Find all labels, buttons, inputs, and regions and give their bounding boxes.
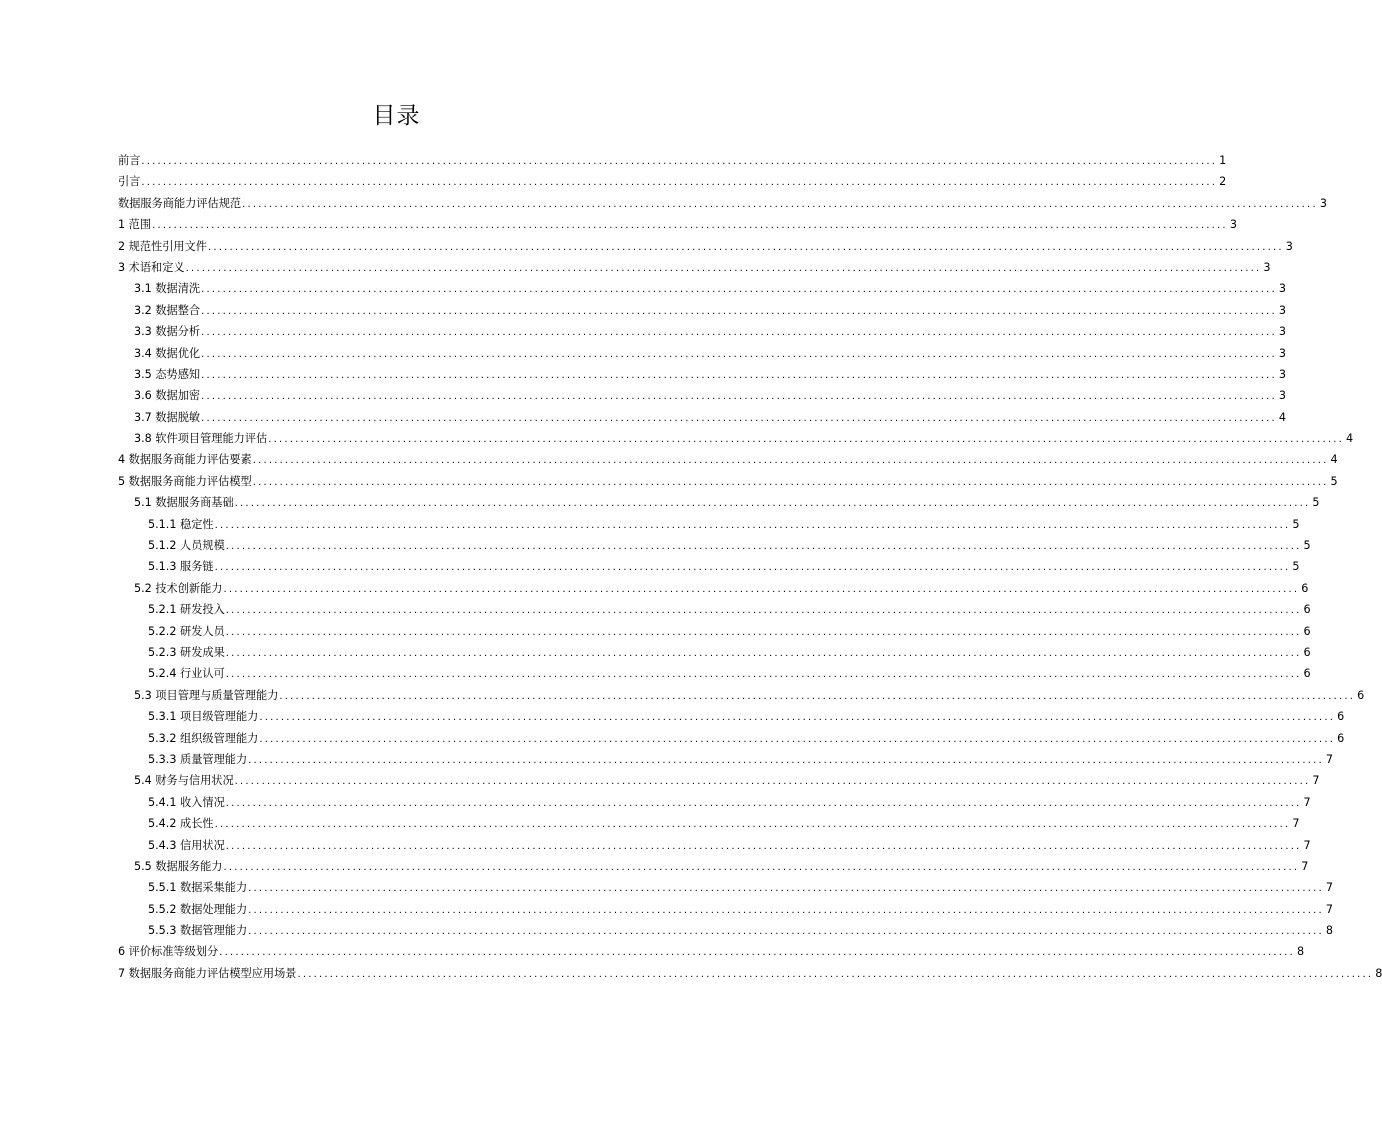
toc-entry-page-number: 6 bbox=[1303, 667, 1311, 681]
toc-dot-leader: ........................................................................................................................................................................................................ bbox=[252, 476, 1329, 488]
toc-entry[interactable] bbox=[118, 385, 1286, 406]
toc-entry-label: 5.1.1 稳定性 bbox=[148, 517, 214, 531]
toc-dot-leader: ........................................................................................................................................................................................................ bbox=[225, 669, 1302, 681]
toc-entry-label: 5.1.3 服务链 bbox=[148, 560, 214, 574]
toc-entry-page-number: 6 bbox=[1357, 688, 1365, 702]
toc-entry-page-number: 3 bbox=[1263, 260, 1271, 274]
toc-entry-label: 7 数据服务商能力评估模型应用场景 bbox=[118, 966, 297, 980]
toc-entry-page-number: 3 bbox=[1229, 218, 1237, 232]
toc-dot-leader: ........................................................................................................................................................................................................ bbox=[219, 947, 1295, 959]
toc-dot-leader: ........................................................................................................................................................................................................ bbox=[214, 562, 1291, 574]
toc-dot-leader: ........................................................................................................................................................................................................ bbox=[225, 797, 1302, 809]
toc-entry-page-number: 8 bbox=[1296, 945, 1305, 959]
toc-entry-page-number: 3 bbox=[1319, 196, 1327, 210]
toc-dot-leader: ........................................................................................................................................................................................................ bbox=[214, 819, 1291, 831]
toc-dot-leader: ........................................................................................................................................................................................................ bbox=[225, 541, 1302, 553]
toc-entry-label: 5.3.2 组织级管理能力 bbox=[148, 731, 259, 745]
toc-entry[interactable] bbox=[118, 835, 1311, 856]
toc-entry[interactable] bbox=[118, 599, 1311, 620]
toc-entry-label: 前言 bbox=[118, 154, 141, 167]
toc-dot-leader: ........................................................................................................................................................................................................ bbox=[268, 434, 1344, 446]
toc-dot-leader: ........................................................................................................................................................................................................ bbox=[225, 605, 1302, 617]
toc-entry-page-number: 5 bbox=[1312, 496, 1320, 510]
toc-entry[interactable] bbox=[118, 663, 1311, 684]
toc-dot-leader: ........................................................................................................................................................................................................ bbox=[201, 327, 1277, 339]
toc-entry[interactable] bbox=[118, 749, 1334, 770]
toc-entry-page-number: 6 bbox=[1303, 645, 1311, 659]
toc-entry[interactable] bbox=[118, 963, 1382, 984]
toc-entry-label: 3.8 软件项目管理能力评估 bbox=[134, 432, 268, 446]
toc-entry-label: 5.2 技术创新能力 bbox=[134, 581, 223, 595]
toc-entry-page-number: 4 bbox=[1330, 453, 1338, 467]
toc-entry-page-number: 2 bbox=[1219, 175, 1227, 189]
toc-entry[interactable] bbox=[118, 193, 1327, 214]
toc-entry[interactable] bbox=[118, 471, 1338, 492]
toc-dot-leader: ........................................................................................................................................................................................................ bbox=[201, 305, 1277, 317]
toc-entry[interactable] bbox=[118, 278, 1286, 299]
toc-dot-leader: ........................................................................................................................................................................................................ bbox=[141, 177, 1218, 189]
toc-dot-leader: ........................................................................................................................................................................................................ bbox=[225, 647, 1302, 659]
toc-entry-label: 5 数据服务商能力评估模型 bbox=[118, 474, 252, 488]
toc-entry-label: 5.4.3 信用状况 bbox=[148, 838, 225, 852]
toc-entry[interactable] bbox=[118, 300, 1286, 321]
toc-entry-label: 数据服务商能力评估规范 bbox=[118, 196, 242, 210]
toc-entry-label: 5.3 项目管理与质量管理能力 bbox=[134, 688, 279, 702]
toc-entry[interactable] bbox=[118, 449, 1338, 470]
toc-entry-label: 5.4 财务与信用状况 bbox=[134, 774, 234, 788]
toc-dot-leader: ........................................................................................................................................................................................................ bbox=[208, 241, 1284, 253]
toc-entry[interactable] bbox=[118, 941, 1305, 962]
toc-dot-leader: ........................................................................................................................................................................................................ bbox=[152, 220, 1228, 232]
toc-dot-leader: ........................................................................................................................................................................................................ bbox=[248, 754, 1324, 766]
toc-entry-label: 3.3 数据分析 bbox=[134, 325, 201, 339]
toc-entry[interactable] bbox=[118, 706, 1345, 727]
toc-dot-leader: ........................................................................................................................................................................................................ bbox=[201, 284, 1277, 296]
toc-entry-label: 3.6 数据加密 bbox=[134, 389, 201, 403]
toc-entry-label: 2 规范性引用文件 bbox=[118, 239, 207, 253]
toc-entry-label: 5.2.4 行业认可 bbox=[148, 667, 225, 681]
toc-entry-page-number: 3 bbox=[1278, 325, 1286, 339]
toc-entry[interactable] bbox=[118, 364, 1286, 385]
toc-dot-leader: ........................................................................................................................................................................................................ bbox=[252, 455, 1329, 467]
toc-dot-leader: ........................................................................................................................................................................................................ bbox=[201, 369, 1277, 381]
toc-entry-page-number: 6 bbox=[1337, 710, 1345, 724]
toc-entry-page-number: 6 bbox=[1303, 624, 1311, 638]
toc-dot-leader: ........................................................................................................................................................................................................ bbox=[201, 412, 1277, 424]
toc-entry-label: 3.4 数据优化 bbox=[134, 346, 201, 360]
toc-dot-leader: ........................................................................................................................................................................................................ bbox=[259, 712, 1336, 724]
toc-entry-label: 5.2.2 研发人员 bbox=[148, 624, 225, 638]
toc-entry[interactable] bbox=[118, 257, 1271, 278]
toc-entry-label: 5.5.2 数据处理能力 bbox=[148, 902, 248, 916]
toc-entry-page-number: 3 bbox=[1278, 282, 1286, 296]
toc-dot-leader: ........................................................................................................................................................................................................ bbox=[225, 626, 1302, 638]
toc-dot-leader: ........................................................................................................................................................................................................ bbox=[223, 861, 1300, 873]
toc-dot-leader: ........................................................................................................................................................................................................ bbox=[248, 904, 1324, 916]
toc-entry-label: 5.2.1 研发投入 bbox=[148, 603, 225, 617]
toc-entry-page-number: 7 bbox=[1301, 859, 1309, 873]
toc-entry-label: 5.4.1 收入情况 bbox=[148, 795, 225, 809]
toc-dot-leader: ........................................................................................................................................................................................................ bbox=[225, 840, 1302, 852]
toc-entry[interactable] bbox=[118, 770, 1320, 791]
toc-entry[interactable] bbox=[118, 685, 1365, 706]
toc-entry-page-number: 1 bbox=[1219, 154, 1227, 167]
toc-entry-label: 5.3.1 项目级管理能力 bbox=[148, 710, 259, 724]
toc-entry-page-number: 8 bbox=[1325, 924, 1334, 938]
toc-entry-label: 5.5.1 数据采集能力 bbox=[148, 881, 248, 895]
toc-dot-leader: ........................................................................................................................................................................................................ bbox=[242, 198, 1318, 210]
toc-entry[interactable] bbox=[118, 728, 1345, 749]
toc-dot-leader: ........................................................................................................................................................................................................ bbox=[279, 690, 1356, 702]
toc-dot-leader: ........................................................................................................................................................................................................ bbox=[185, 262, 1262, 274]
toc-entry[interactable] bbox=[118, 514, 1300, 535]
toc-entry[interactable] bbox=[118, 171, 1227, 192]
toc-entry[interactable] bbox=[118, 150, 1227, 171]
toc-entry-label: 3 术语和定义 bbox=[118, 260, 185, 274]
toc-entry-page-number: 3 bbox=[1278, 303, 1286, 317]
toc-dot-leader: ........................................................................................................................................................................................................ bbox=[234, 498, 1311, 510]
toc-entry-page-number: 3 bbox=[1278, 346, 1286, 360]
toc-entry-page-number: 3 bbox=[1278, 367, 1286, 381]
toc-entry[interactable] bbox=[118, 792, 1311, 813]
toc-entry-page-number: 7 bbox=[1325, 902, 1334, 916]
toc-entry-page-number: 8 bbox=[1375, 966, 1382, 980]
toc-entry[interactable] bbox=[118, 343, 1286, 364]
toc-entry-page-number: 3 bbox=[1278, 389, 1286, 403]
toc-entry[interactable] bbox=[118, 556, 1300, 577]
toc-entry-label: 引言 bbox=[118, 175, 141, 189]
toc-entry-label: 6 评价标准等级划分 bbox=[118, 945, 219, 959]
toc-entry[interactable] bbox=[118, 813, 1300, 834]
toc-entry[interactable] bbox=[118, 236, 1293, 257]
toc-entry-label: 1 范围 bbox=[118, 218, 152, 232]
toc-dot-leader: ........................................................................................................................................................................................................ bbox=[141, 156, 1218, 167]
toc-entry[interactable] bbox=[118, 321, 1286, 342]
toc-entry-label: 3.2 数据整合 bbox=[134, 303, 201, 317]
toc-entry-label: 5.5 数据服务能力 bbox=[134, 859, 223, 873]
toc-dot-leader: ........................................................................................................................................................................................................ bbox=[297, 968, 1374, 980]
toc-entry-page-number: 4 bbox=[1345, 432, 1354, 446]
toc-dot-leader: ........................................................................................................................................................................................................ bbox=[248, 926, 1324, 938]
toc-entry[interactable] bbox=[118, 407, 1286, 428]
toc-dot-leader: ........................................................................................................................................................................................................ bbox=[201, 348, 1277, 360]
toc-dot-leader: ........................................................................................................................................................................................................ bbox=[248, 883, 1324, 895]
toc-entry-label: 5.4.2 成长性 bbox=[148, 817, 214, 831]
toc-entry-label: 5.2.3 研发成果 bbox=[148, 645, 225, 659]
toc-entry[interactable] bbox=[118, 877, 1334, 898]
toc-entry-page-number: 5 bbox=[1303, 539, 1311, 553]
table-of-contents bbox=[118, 150, 1382, 984]
toc-entry-label: 3.5 态势感知 bbox=[134, 367, 201, 381]
toc-entry[interactable] bbox=[118, 899, 1334, 920]
toc-entry-page-number: 7 bbox=[1325, 752, 1334, 766]
toc-dot-leader: ........................................................................................................................................................................................................ bbox=[223, 583, 1300, 595]
toc-dot-leader: ........................................................................................................................................................................................................ bbox=[214, 519, 1291, 531]
toc-entry-page-number: 6 bbox=[1337, 731, 1345, 745]
toc-entry[interactable] bbox=[118, 492, 1320, 513]
toc-entry-page-number: 7 bbox=[1312, 774, 1320, 788]
toc-entry-page-number: 4 bbox=[1278, 410, 1286, 424]
toc-entry[interactable] bbox=[118, 621, 1311, 642]
toc-dot-leader: ........................................................................................................................................................................................................ bbox=[259, 733, 1336, 745]
toc-entry-page-number: 5 bbox=[1330, 474, 1338, 488]
toc-entry-label: 3.1 数据清洗 bbox=[134, 282, 201, 296]
toc-entry-page-number: 3 bbox=[1285, 239, 1293, 253]
toc-entry[interactable] bbox=[118, 642, 1311, 663]
toc-entry-page-number: 7 bbox=[1292, 817, 1300, 831]
page-title: 目录 bbox=[372, 103, 421, 129]
toc-entry-page-number: 7 bbox=[1303, 838, 1311, 852]
toc-entry-page-number: 7 bbox=[1325, 881, 1334, 895]
toc-entry[interactable] bbox=[118, 214, 1237, 235]
toc-entry-label: 5.1 数据服务商基础 bbox=[134, 496, 234, 510]
toc-entry-label: 5.3.3 质量管理能力 bbox=[148, 752, 248, 766]
toc-dot-leader: ........................................................................................................................................................................................................ bbox=[201, 391, 1277, 403]
toc-dot-leader: ........................................................................................................................................................................................................ bbox=[234, 776, 1311, 788]
toc-entry[interactable] bbox=[118, 428, 1354, 449]
toc-entry-label: 3.7 数据脱敏 bbox=[134, 410, 201, 424]
toc-entry[interactable] bbox=[118, 920, 1334, 941]
toc-entry[interactable] bbox=[118, 856, 1309, 877]
toc-entry-label: 5.1.2 人员规模 bbox=[148, 539, 225, 553]
toc-entry-page-number: 6 bbox=[1303, 603, 1311, 617]
toc-entry-label: 4 数据服务商能力评估要素 bbox=[118, 453, 252, 467]
toc-entry-page-number: 6 bbox=[1301, 581, 1309, 595]
toc-entry-label: 5.5.3 数据管理能力 bbox=[148, 924, 248, 938]
toc-entry-page-number: 7 bbox=[1303, 795, 1311, 809]
toc-entry-page-number: 5 bbox=[1292, 517, 1300, 531]
toc-entry-page-number: 5 bbox=[1292, 560, 1300, 574]
toc-entry[interactable] bbox=[118, 578, 1309, 599]
toc-entry[interactable] bbox=[118, 535, 1311, 556]
